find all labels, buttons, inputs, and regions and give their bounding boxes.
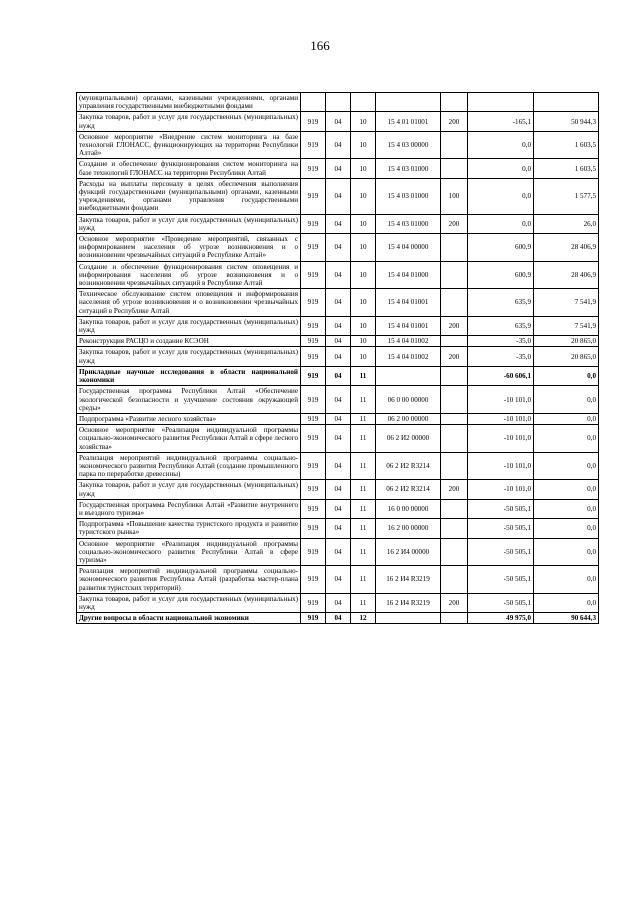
row-change-amount: 49 975,0 [468, 613, 534, 624]
table-row [77, 452, 599, 480]
row-ministry-code: 919 [301, 159, 326, 178]
row-target-article [376, 366, 441, 385]
row-target-article: 15 4 03 01000 [376, 214, 441, 233]
row-change-amount: 0,0 [468, 178, 534, 214]
row-target-article: 16 0 00 00000 [376, 499, 441, 518]
row-expense-type [441, 538, 468, 566]
row-description: Расходы на выплаты персоналу в целях обеспечения выполнения функций государственными (муниципальными) органами, казенными учреждениями, органами управления государственными внебюджетными фондами [77, 178, 301, 214]
row-change-amount: -165,1 [468, 112, 534, 131]
row-total-amount: 0,0 [534, 366, 599, 385]
row-ministry-code [301, 93, 326, 112]
table-row [77, 131, 599, 159]
row-description: Государственная программа Республики Алтай «Развитие внутреннего и въездного туризма» [77, 499, 301, 518]
row-ministry-code: 919 [301, 386, 326, 414]
table-row [77, 93, 599, 112]
row-target-article [376, 93, 441, 112]
row-description: Закупка товаров, работ и услуг для государственных (муниципальных) нужд [77, 480, 301, 499]
row-total-amount: 28 406,9 [534, 261, 599, 289]
row-section-code: 04 [326, 214, 351, 233]
row-section-code: 04 [326, 289, 351, 317]
row-ministry-code: 919 [301, 112, 326, 131]
row-change-amount: -10 101,0 [468, 480, 534, 499]
row-description: Техническое обслуживание систем оповещения и информирования населения об угрозе возникновения и о возникновении чрезвычайных ситуаций в Республике Алтай [77, 289, 301, 317]
row-expense-type [441, 613, 468, 624]
row-subsection-code: 10 [351, 261, 376, 289]
row-description: Реализация мероприятий индивидуальной программы социально-экономического развития Республика Алтай (разработка мастер-плана развития туристских территорий) [77, 566, 301, 594]
row-description: Закупка товаров, работ и услуг для государственных (муниципальных) нужд [77, 593, 301, 612]
row-ministry-code: 919 [301, 413, 326, 424]
row-expense-type [441, 386, 468, 414]
row-ministry-code: 919 [301, 347, 326, 366]
row-ministry-code: 919 [301, 538, 326, 566]
row-target-article: 06 2 И2 00000 [376, 425, 441, 453]
table-row [77, 214, 599, 233]
table-row [77, 336, 599, 347]
row-target-article: 15 4 04 01001 [376, 316, 441, 335]
row-description: Создание и обеспечение функционирования систем мониторинга на базе технологий ГЛОНАСС на территории Республики Алтай [77, 159, 301, 178]
row-target-article: 16 2 И4 R3219 [376, 593, 441, 612]
row-ministry-code: 919 [301, 336, 326, 347]
row-change-amount: -50 505,1 [468, 566, 534, 594]
row-subsection-code: 10 [351, 112, 376, 131]
row-description: Другие вопросы в области национальной экономики [77, 613, 301, 624]
row-ministry-code: 919 [301, 261, 326, 289]
row-expense-type: 200 [441, 112, 468, 131]
row-section-code: 04 [326, 593, 351, 612]
row-total-amount: 0,0 [534, 566, 599, 594]
row-description: Основное мероприятие «Проведение мероприятий, связанных с информированием населения об угрозе возникновения и о возникновении чрезвычайных ситуаций в Республике Алтай» [77, 234, 301, 262]
row-description: Основное мероприятие «Реализация индивидуальной программы социально-экономического развития Республики Алтай в сфере туризма» [77, 538, 301, 566]
row-subsection-code: 10 [351, 214, 376, 233]
row-ministry-code: 919 [301, 613, 326, 624]
table-row [77, 159, 599, 178]
row-subsection-code: 11 [351, 538, 376, 566]
row-target-article: 06 0 00 00000 [376, 386, 441, 414]
row-section-code: 04 [326, 386, 351, 414]
row-subsection-code: 10 [351, 289, 376, 317]
row-change-amount [468, 93, 534, 112]
row-total-amount: 0,0 [534, 452, 599, 480]
row-expense-type: 200 [441, 593, 468, 612]
row-subsection-code: 11 [351, 366, 376, 385]
table-row [77, 538, 599, 566]
row-description: Основное мероприятие «Внедрение систем мониторинга на базе технологий ГЛОНАСС, функционирующих на территории Республики Алтай» [77, 131, 301, 159]
row-total-amount: 1 603,5 [534, 131, 599, 159]
row-expense-type [441, 159, 468, 178]
row-total-amount: 0,0 [534, 413, 599, 424]
row-change-amount: -50 505,1 [468, 499, 534, 518]
table-row [77, 480, 599, 499]
table-row [77, 289, 599, 317]
row-total-amount: 20 865,0 [534, 336, 599, 347]
row-total-amount: 20 865,0 [534, 347, 599, 366]
row-subsection-code: 10 [351, 316, 376, 335]
row-section-code: 04 [326, 566, 351, 594]
row-subsection-code: 11 [351, 425, 376, 453]
row-expense-type [441, 131, 468, 159]
row-subsection-code: 11 [351, 566, 376, 594]
row-subsection-code: 11 [351, 593, 376, 612]
row-expense-type [441, 566, 468, 594]
row-target-article: 15 4 03 01000 [376, 159, 441, 178]
row-section-code: 04 [326, 336, 351, 347]
table-row [77, 316, 599, 335]
row-section-code: 04 [326, 538, 351, 566]
row-ministry-code: 919 [301, 366, 326, 385]
row-section-code: 04 [326, 366, 351, 385]
row-expense-type [441, 289, 468, 317]
row-subsection-code: 11 [351, 386, 376, 414]
row-change-amount: 635,9 [468, 289, 534, 317]
row-subsection-code: 11 [351, 519, 376, 538]
row-expense-type [441, 413, 468, 424]
row-expense-type [441, 93, 468, 112]
row-target-article: 15 4 04 01002 [376, 336, 441, 347]
row-target-article: 15 4 03 00000 [376, 131, 441, 159]
row-subsection-code: 10 [351, 336, 376, 347]
row-subsection-code: 10 [351, 159, 376, 178]
table-row [77, 347, 599, 366]
row-section-code: 04 [326, 131, 351, 159]
row-total-amount: 0,0 [534, 538, 599, 566]
row-subsection-code: 10 [351, 347, 376, 366]
row-change-amount: 600,9 [468, 234, 534, 262]
row-target-article [376, 613, 441, 624]
row-change-amount: 0,0 [468, 131, 534, 159]
table-body [77, 93, 599, 624]
row-expense-type [441, 261, 468, 289]
row-target-article: 15 4 04 00000 [376, 234, 441, 262]
row-subsection-code [351, 93, 376, 112]
row-ministry-code: 919 [301, 131, 326, 159]
row-section-code: 04 [326, 112, 351, 131]
row-description: Подпрограмма «Развитие лесного хозяйства» [77, 413, 301, 424]
page-number: 166 [310, 38, 330, 53]
row-total-amount: 0,0 [534, 499, 599, 518]
row-section-code: 04 [326, 413, 351, 424]
row-section-code: 04 [326, 234, 351, 262]
row-target-article: 15 4 03 01000 [376, 178, 441, 214]
row-subsection-code: 11 [351, 452, 376, 480]
row-description: Государственная программа Республики Алтай «Обеспечение экологической безопасности и улучшение состояния окружающей среды» [77, 386, 301, 414]
table-row [77, 593, 599, 612]
row-description: Основное мероприятие «Реализация индивидуальной программы социально-экономического развития Республики Алтай в сфере лесного хозяйства» [77, 425, 301, 453]
row-target-article: 06 2 00 00000 [376, 413, 441, 424]
row-description: Реконструкция РАСЦО и создание КСЭОН [77, 336, 301, 347]
row-description: Закупка товаров, работ и услуг для государственных (муниципальных) нужд [77, 112, 301, 131]
row-expense-type: 200 [441, 480, 468, 499]
row-total-amount: 1 577,5 [534, 178, 599, 214]
table-row [77, 499, 599, 518]
row-section-code: 04 [326, 613, 351, 624]
row-total-amount: 50 944,3 [534, 112, 599, 131]
row-description: Реализация мероприятий индивидуальной программы социально-экономического развития Республики Алтай (создание промышленного парка по переработке древесины) [77, 452, 301, 480]
table-row [77, 566, 599, 594]
table-row [77, 386, 599, 414]
row-section-code: 04 [326, 425, 351, 453]
row-change-amount: -10 101,0 [468, 413, 534, 424]
row-ministry-code: 919 [301, 214, 326, 233]
row-total-amount: 7 541,9 [534, 316, 599, 335]
row-subsection-code: 11 [351, 499, 376, 518]
row-target-article: 16 2 00 00000 [376, 519, 441, 538]
row-ministry-code: 919 [301, 480, 326, 499]
row-total-amount: 28 406,9 [534, 234, 599, 262]
row-total-amount: 7 541,9 [534, 289, 599, 317]
row-expense-type: 200 [441, 316, 468, 335]
row-subsection-code: 12 [351, 613, 376, 624]
row-change-amount: -10 101,0 [468, 425, 534, 453]
row-section-code: 04 [326, 452, 351, 480]
row-ministry-code: 919 [301, 234, 326, 262]
row-section-code: 04 [326, 316, 351, 335]
budget-table [76, 92, 599, 624]
row-total-amount: 26,0 [534, 214, 599, 233]
row-description: Закупка товаров, работ и услуг для государственных (муниципальных) нужд [77, 214, 301, 233]
row-ministry-code: 919 [301, 425, 326, 453]
row-expense-type: 200 [441, 214, 468, 233]
row-description: Закупка товаров, работ и услуг для государственных (муниципальных) нужд [77, 347, 301, 366]
row-target-article: 06 2 И2 R3214 [376, 452, 441, 480]
row-description: (муниципальными) органами, казенными учреждениями, органами управления государственными внебюджетными фондами [77, 93, 301, 112]
row-ministry-code: 919 [301, 289, 326, 317]
row-ministry-code: 919 [301, 452, 326, 480]
row-change-amount: -10 101,0 [468, 452, 534, 480]
row-change-amount: 0,0 [468, 159, 534, 178]
table-row [77, 366, 599, 385]
row-change-amount: 600,9 [468, 261, 534, 289]
row-total-amount [534, 93, 599, 112]
row-total-amount: 1 603,5 [534, 159, 599, 178]
row-ministry-code: 919 [301, 316, 326, 335]
row-change-amount: -35,0 [468, 347, 534, 366]
row-target-article: 16 2 И4 R3219 [376, 566, 441, 594]
row-expense-type [441, 234, 468, 262]
row-subsection-code: 11 [351, 413, 376, 424]
table-row [77, 519, 599, 538]
row-expense-type [441, 452, 468, 480]
row-expense-type [441, 336, 468, 347]
row-ministry-code: 919 [301, 519, 326, 538]
row-change-amount: -50 505,1 [468, 593, 534, 612]
row-expense-type: 100 [441, 178, 468, 214]
row-expense-type: 200 [441, 347, 468, 366]
row-change-amount: -35,0 [468, 336, 534, 347]
row-change-amount: 635,9 [468, 316, 534, 335]
row-section-code: 04 [326, 261, 351, 289]
row-description: Прикладные научные исследования в области национальной экономики [77, 366, 301, 385]
row-description: Подпрограмма «Повышение качества туристского продукта и развитие туристского рынка» [77, 519, 301, 538]
row-target-article: 16 2 И4 00000 [376, 538, 441, 566]
table-row [77, 112, 599, 131]
row-subsection-code: 11 [351, 480, 376, 499]
table-row [77, 613, 599, 624]
row-change-amount: -60 606,1 [468, 366, 534, 385]
row-section-code: 04 [326, 178, 351, 214]
row-expense-type [441, 499, 468, 518]
row-ministry-code: 919 [301, 178, 326, 214]
row-expense-type [441, 519, 468, 538]
row-ministry-code: 919 [301, 499, 326, 518]
row-change-amount: -10 101,0 [468, 386, 534, 414]
row-target-article: 15 4 01 01001 [376, 112, 441, 131]
row-section-code: 04 [326, 159, 351, 178]
row-total-amount: 0,0 [534, 425, 599, 453]
table-row [77, 425, 599, 453]
row-ministry-code: 919 [301, 566, 326, 594]
row-ministry-code: 919 [301, 593, 326, 612]
row-expense-type [441, 366, 468, 385]
row-section-code: 04 [326, 347, 351, 366]
row-total-amount: 0,0 [534, 519, 599, 538]
row-total-amount: 0,0 [534, 593, 599, 612]
row-section-code: 04 [326, 480, 351, 499]
row-subsection-code: 10 [351, 234, 376, 262]
row-target-article: 15 4 04 01000 [376, 261, 441, 289]
row-section-code [326, 93, 351, 112]
row-section-code: 04 [326, 519, 351, 538]
row-change-amount: -50 505,1 [468, 519, 534, 538]
row-subsection-code: 10 [351, 178, 376, 214]
table-row [77, 413, 599, 424]
row-subsection-code: 10 [351, 131, 376, 159]
row-section-code: 04 [326, 499, 351, 518]
row-description: Закупка товаров, работ и услуг для государственных (муниципальных) нужд [77, 316, 301, 335]
row-target-article: 06 2 И2 R3214 [376, 480, 441, 499]
row-change-amount: 0,0 [468, 214, 534, 233]
row-total-amount: 0,0 [534, 386, 599, 414]
table-row [77, 261, 599, 289]
row-expense-type [441, 425, 468, 453]
row-target-article: 15 4 04 01001 [376, 289, 441, 317]
row-total-amount: 0,0 [534, 480, 599, 499]
row-change-amount: -50 505,1 [468, 538, 534, 566]
table-row [77, 234, 599, 262]
row-target-article: 15 4 04 01002 [376, 347, 441, 366]
table-row [77, 178, 599, 214]
row-description: Создание и обеспечение функционирования систем оповещения и информирования населения об угрозе возникновения и о возникновении чрезвычайных ситуаций в Республике Алтай [77, 261, 301, 289]
row-total-amount: 90 644,3 [534, 613, 599, 624]
